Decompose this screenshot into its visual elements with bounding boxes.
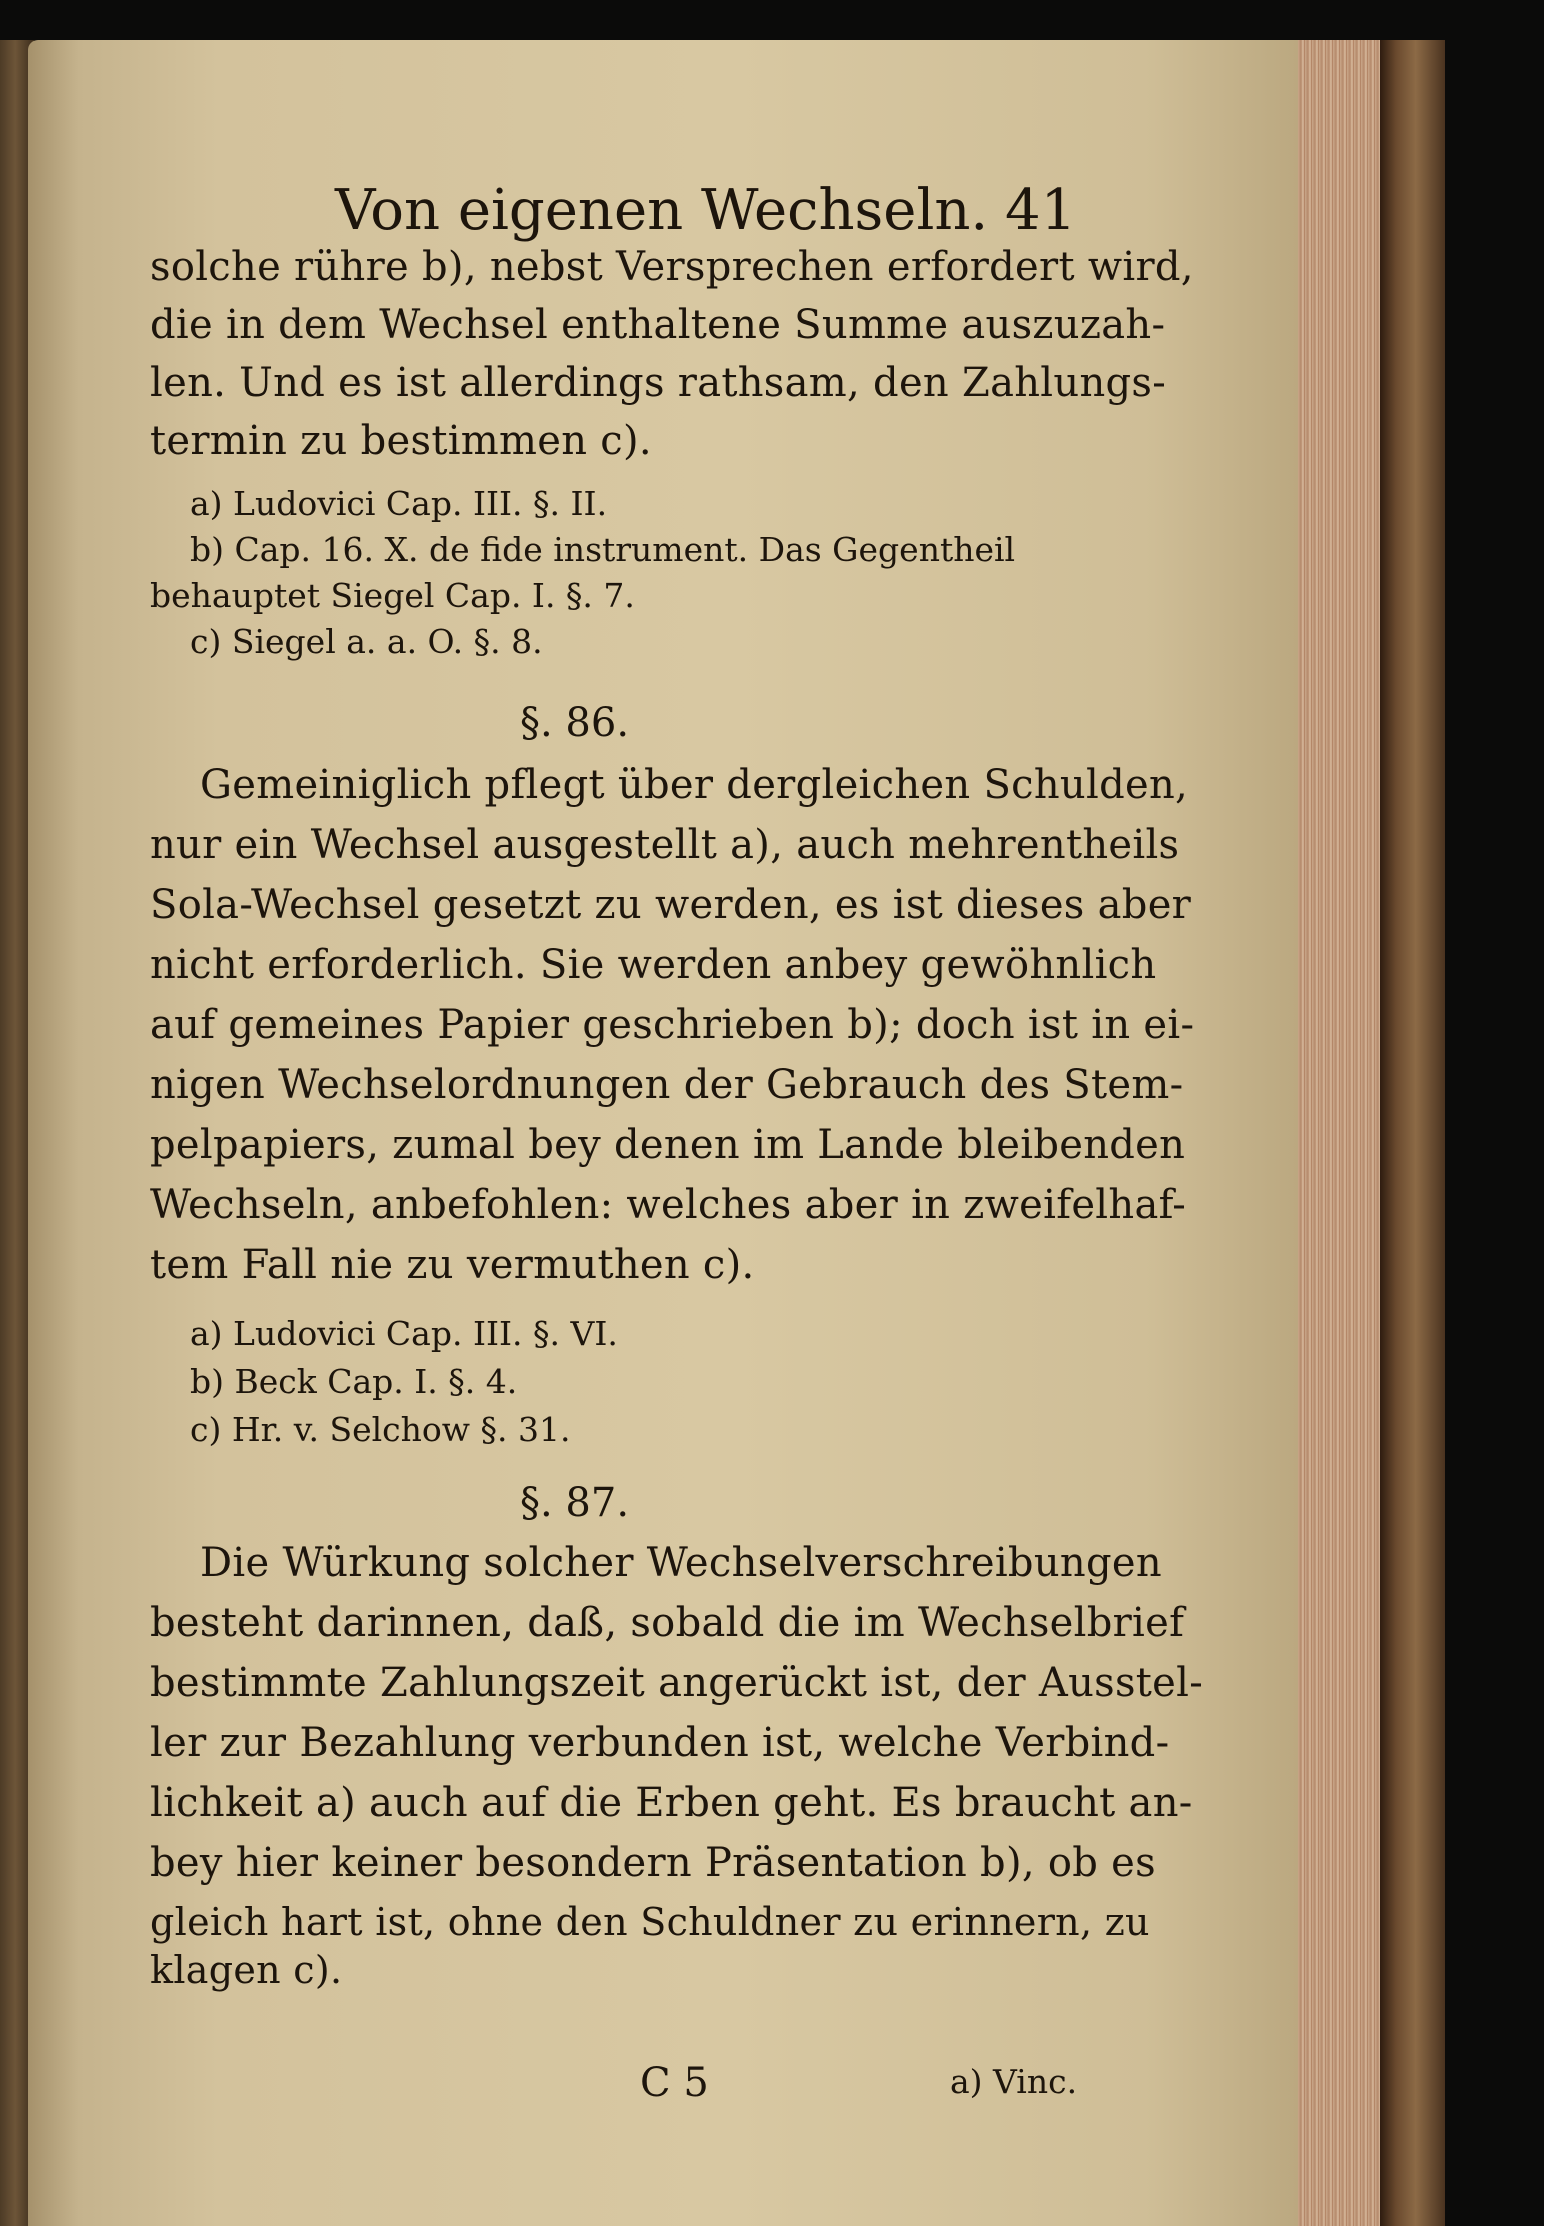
footnote: c) Hr. v. Selchow §. 31. — [190, 1410, 571, 1449]
body-line: Sola-Wechsel gesetzt zu werden, es ist dieses aber — [150, 882, 1192, 928]
body-line: Gemeiniglich pflegt über dergleichen Schulden, — [200, 762, 1189, 808]
body-line: Wechseln, anbefohlen: welches aber in zweifelhaf- — [150, 1182, 1187, 1228]
body-line: bey hier keiner besondern Präsentation b), ob es — [150, 1840, 1156, 1886]
footnote: behauptet Siegel Cap. I. §. 7. — [150, 576, 635, 615]
footnote: b) Cap. 16. X. de fide instrument. Das Gegentheil — [190, 530, 1016, 569]
section-heading-86: §. 86. — [520, 700, 630, 746]
body-line: Die Würkung solcher Wechselverschreibungen — [200, 1540, 1162, 1586]
body-line: tem Fall nie zu vermuthen c). — [150, 1242, 755, 1288]
footnote: a) Ludovici Cap. III. §. II. — [190, 484, 608, 523]
catchword: a) Vinc. — [950, 2062, 1078, 2101]
body-line: termin zu bestimmen c). — [150, 418, 652, 464]
book-cover-edge — [1380, 40, 1445, 2226]
signature-mark: C 5 — [640, 2060, 709, 2106]
body-line: die in dem Wechsel enthaltene Summe auszuzah- — [150, 302, 1166, 348]
body-line: auf gemeines Papier geschrieben b); doch ist in ei- — [150, 1002, 1195, 1048]
body-line: ler zur Bezahlung verbunden ist, welche Verbind- — [150, 1720, 1170, 1766]
section-heading-87: §. 87. — [520, 1480, 630, 1526]
body-line: besteht darinnen, daß, sobald die im Wechselbrief — [150, 1600, 1185, 1646]
footnote: b) Beck Cap. I. §. 4. — [190, 1362, 518, 1401]
body-line: gleich hart ist, ohne den Schuldner zu erinnern, zu — [150, 1900, 1150, 1944]
body-line: len. Und es ist allerdings rathsam, den Zahlungs- — [150, 360, 1167, 406]
body-line: nicht erforderlich. Sie werden anbey gewöhnlich — [150, 942, 1157, 988]
body-line: bestimmte Zahlungszeit angerückt ist, der Ausstel- — [150, 1660, 1204, 1706]
page-edges — [1298, 40, 1380, 2226]
page-number: 41 — [1005, 178, 1077, 243]
body-line: pelpapiers, zumal bey denen im Lande bleibenden — [150, 1122, 1186, 1168]
running-head-title: Von eigenen Wechseln. — [335, 178, 989, 243]
body-line: klagen c). — [150, 1948, 343, 1992]
footnote: c) Siegel a. a. O. §. 8. — [190, 622, 543, 661]
footnote: a) Ludovici Cap. III. §. VI. — [190, 1314, 618, 1353]
body-line: nigen Wechselordnungen der Gebrauch des Stem- — [150, 1062, 1184, 1108]
body-line: solche rühre b), nebst Versprechen erfordert wird, — [150, 244, 1194, 290]
body-line: nur ein Wechsel ausgestellt a), auch mehrentheils — [150, 822, 1180, 868]
body-line: lichkeit a) auch auf die Erben geht. Es braucht an- — [150, 1780, 1193, 1826]
